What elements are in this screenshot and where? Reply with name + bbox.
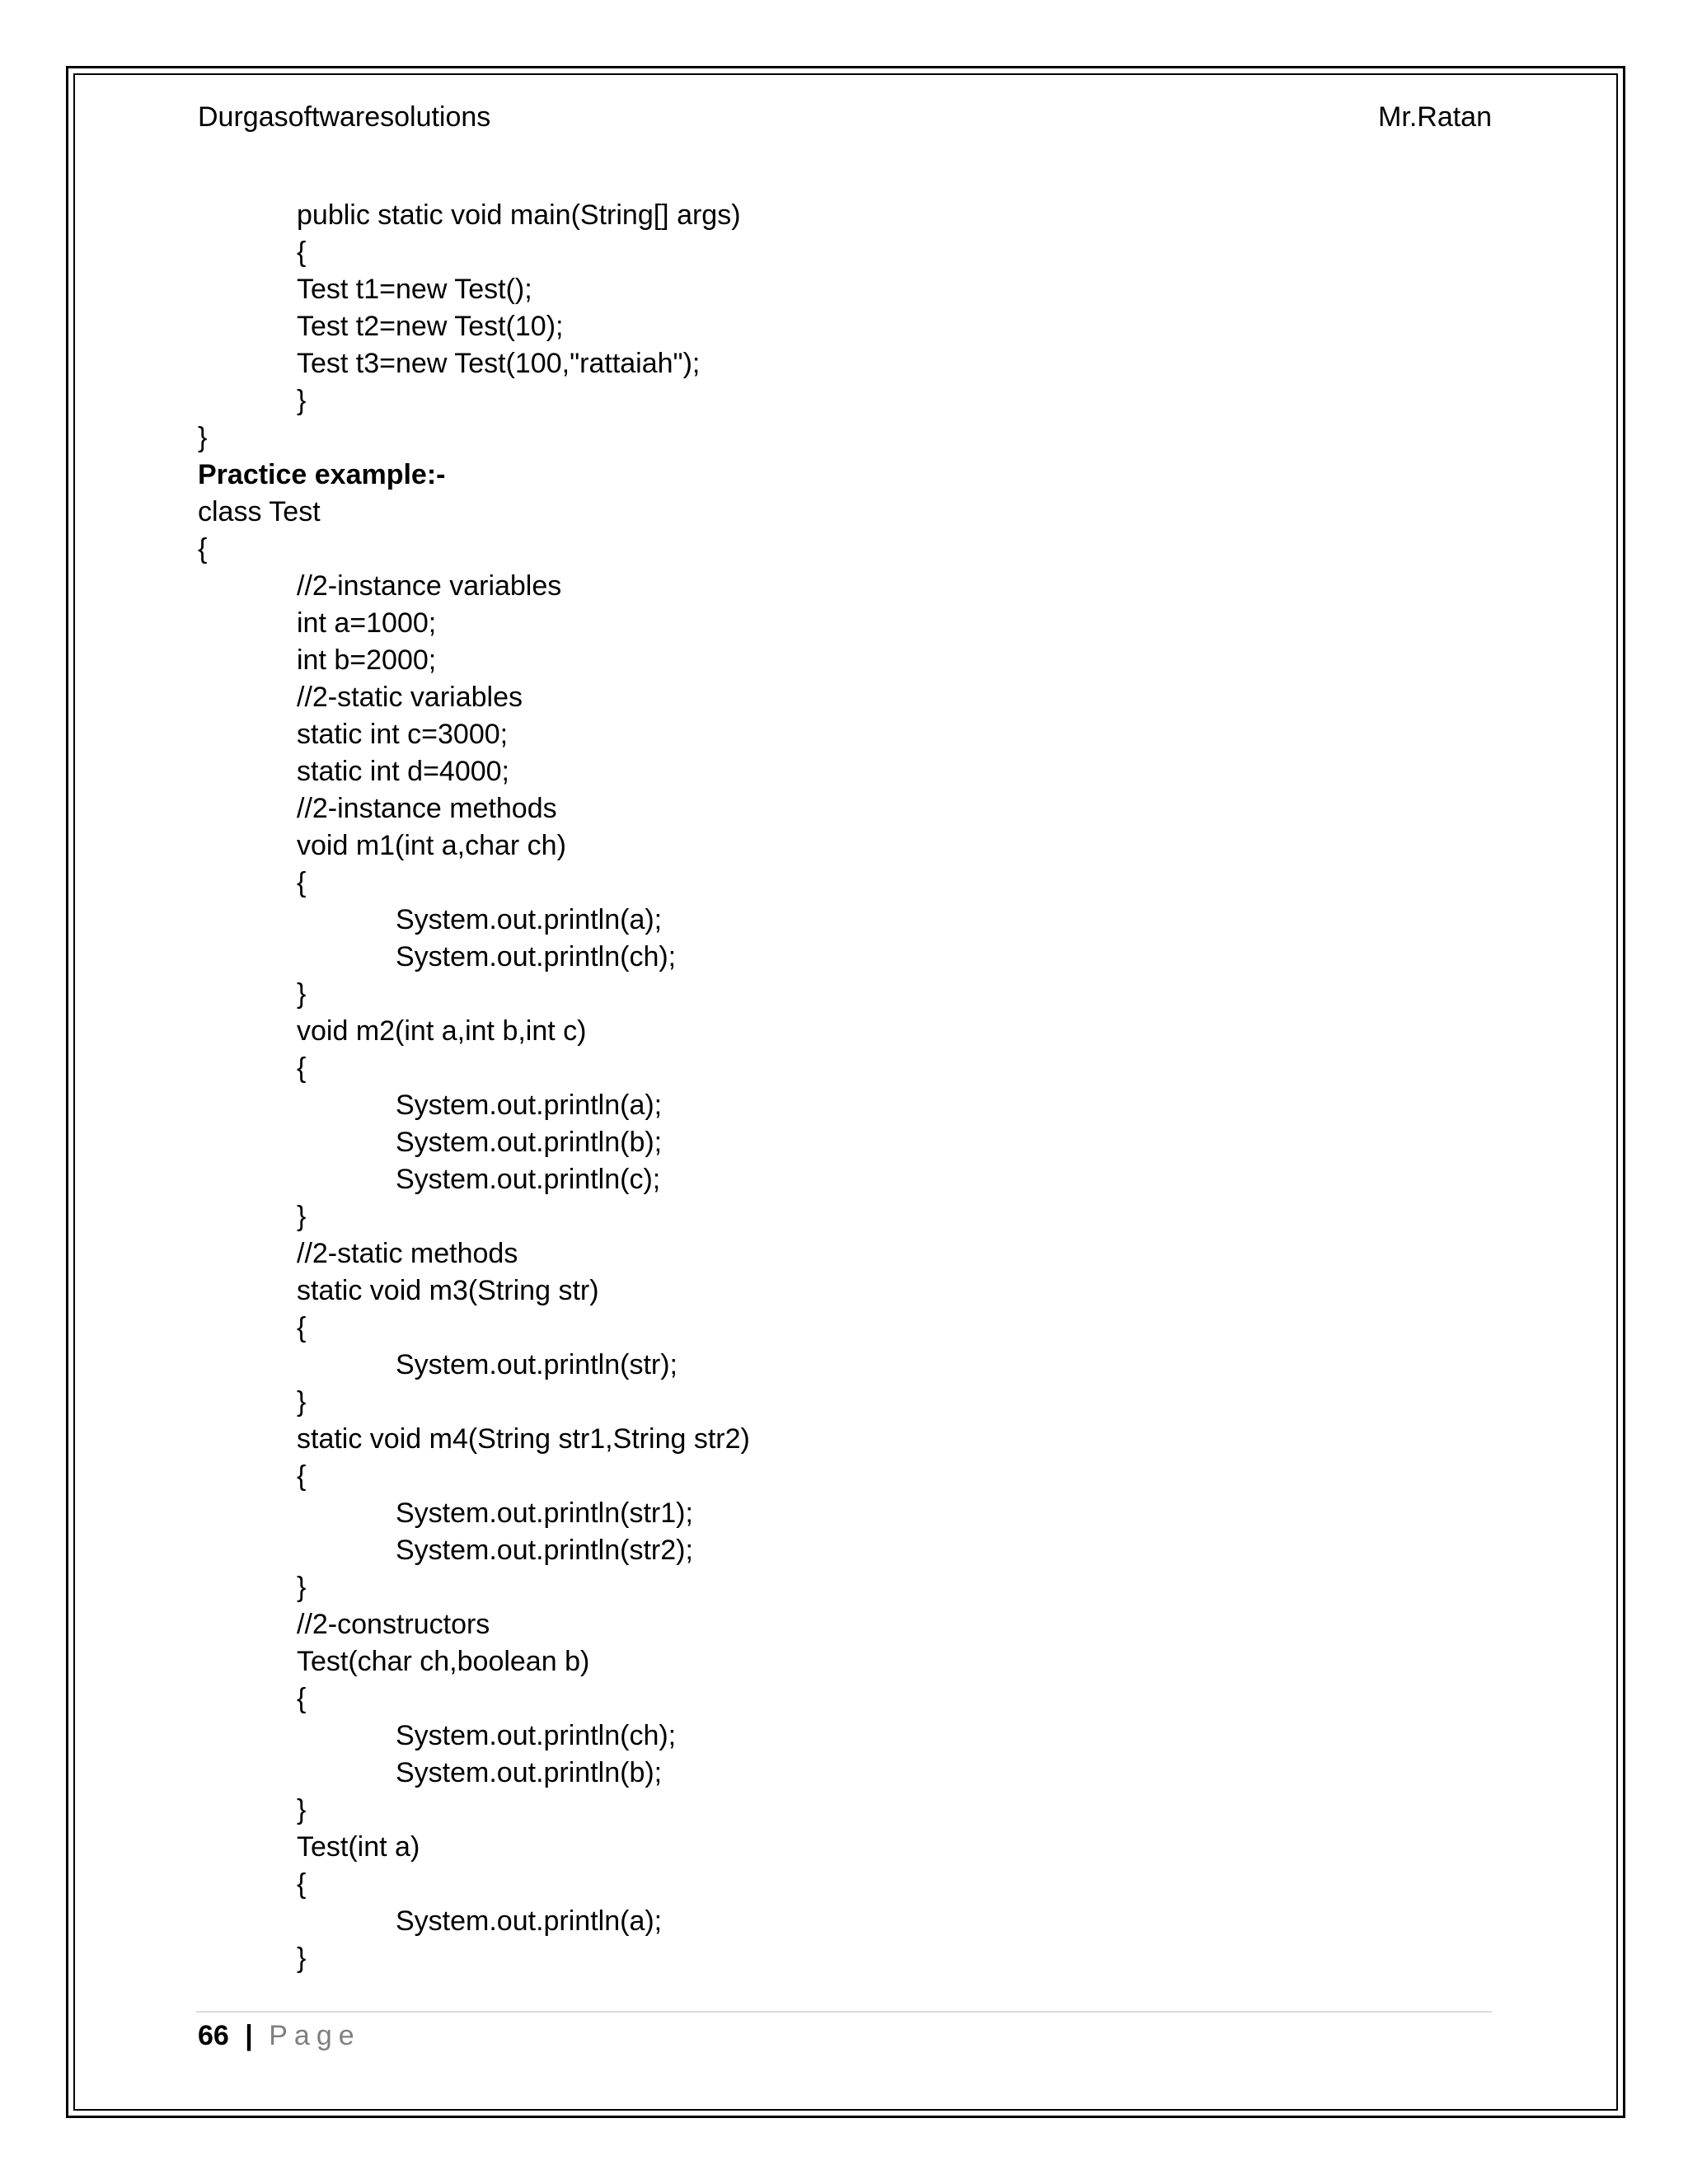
page-footer xyxy=(198,2016,361,2055)
code-line: System.out.println(a); xyxy=(396,1905,663,1937)
code-line: System.out.println(str); xyxy=(396,1349,678,1380)
code-line: } xyxy=(297,1572,307,1603)
code-line: } xyxy=(297,1943,307,1974)
code-line: } xyxy=(297,978,307,1010)
code-line: class Test xyxy=(198,496,321,527)
code-line: static int d=4000; xyxy=(297,756,510,787)
code-line: void m1(int a,char ch) xyxy=(297,830,566,861)
page-number: 66 xyxy=(198,2020,229,2051)
code-line: } xyxy=(297,1386,307,1418)
code-line: Test t1=new Test(); xyxy=(297,274,532,305)
code-line: System.out.println(c); xyxy=(396,1164,661,1195)
code-line: { xyxy=(297,1868,307,1900)
code-line: { xyxy=(297,237,307,268)
code-line: Test t2=new Test(10); xyxy=(297,311,564,342)
code-line: public static void main(String[] args) xyxy=(297,199,741,231)
code-line: { xyxy=(297,1312,307,1343)
footer-separator: | xyxy=(245,2020,253,2051)
code-line: } xyxy=(198,422,208,453)
code-line: //2-instance variables xyxy=(297,570,562,602)
code-line: } xyxy=(297,385,307,416)
code-line: { xyxy=(297,1460,307,1492)
code-line: { xyxy=(297,867,307,898)
code-line: System.out.println(str2); xyxy=(396,1535,693,1566)
code-line: void m2(int a,int b,int c) xyxy=(297,1015,587,1047)
code-line: static void m4(String str1,String str2) xyxy=(297,1423,750,1455)
code-line: System.out.println(b); xyxy=(396,1757,663,1788)
code-line: static int c=3000; xyxy=(297,719,509,750)
code-line: { xyxy=(297,1052,307,1084)
code-line: System.out.println(a); xyxy=(396,904,663,935)
code-line: Test t3=new Test(100,"rattaiah"); xyxy=(297,348,701,379)
code-line: } xyxy=(297,1201,307,1232)
code-line: int b=2000; xyxy=(297,644,437,676)
code-listing xyxy=(198,197,1484,1977)
code-line: //2-instance methods xyxy=(297,793,557,824)
code-line: System.out.println(str1); xyxy=(396,1497,693,1529)
code-line: static void m3(String str) xyxy=(297,1275,599,1306)
code-line: Test(int a) xyxy=(297,1831,420,1863)
code-line: { xyxy=(198,533,208,565)
code-line: int a=1000; xyxy=(297,607,437,639)
code-line: //2-static methods xyxy=(297,1238,518,1269)
footer-divider xyxy=(196,2011,1492,2013)
code-line: Test(char ch,boolean b) xyxy=(297,1646,590,1677)
header-author: Mr.Ratan xyxy=(1378,101,1492,133)
footer-page-label: Page xyxy=(269,2020,361,2051)
code-line: System.out.println(a); xyxy=(396,1090,663,1121)
header-company: Durgasoftwaresolutions xyxy=(198,101,491,133)
code-line: System.out.println(b); xyxy=(396,1127,663,1158)
code-line: //2-static variables xyxy=(297,682,523,713)
code-line: { xyxy=(297,1683,307,1714)
code-line: System.out.println(ch); xyxy=(396,1720,677,1751)
code-line: //2-constructors xyxy=(297,1609,490,1640)
section-heading: Practice example:- xyxy=(198,459,446,490)
code-line: } xyxy=(297,1794,307,1825)
code-line: System.out.println(ch); xyxy=(396,941,677,972)
